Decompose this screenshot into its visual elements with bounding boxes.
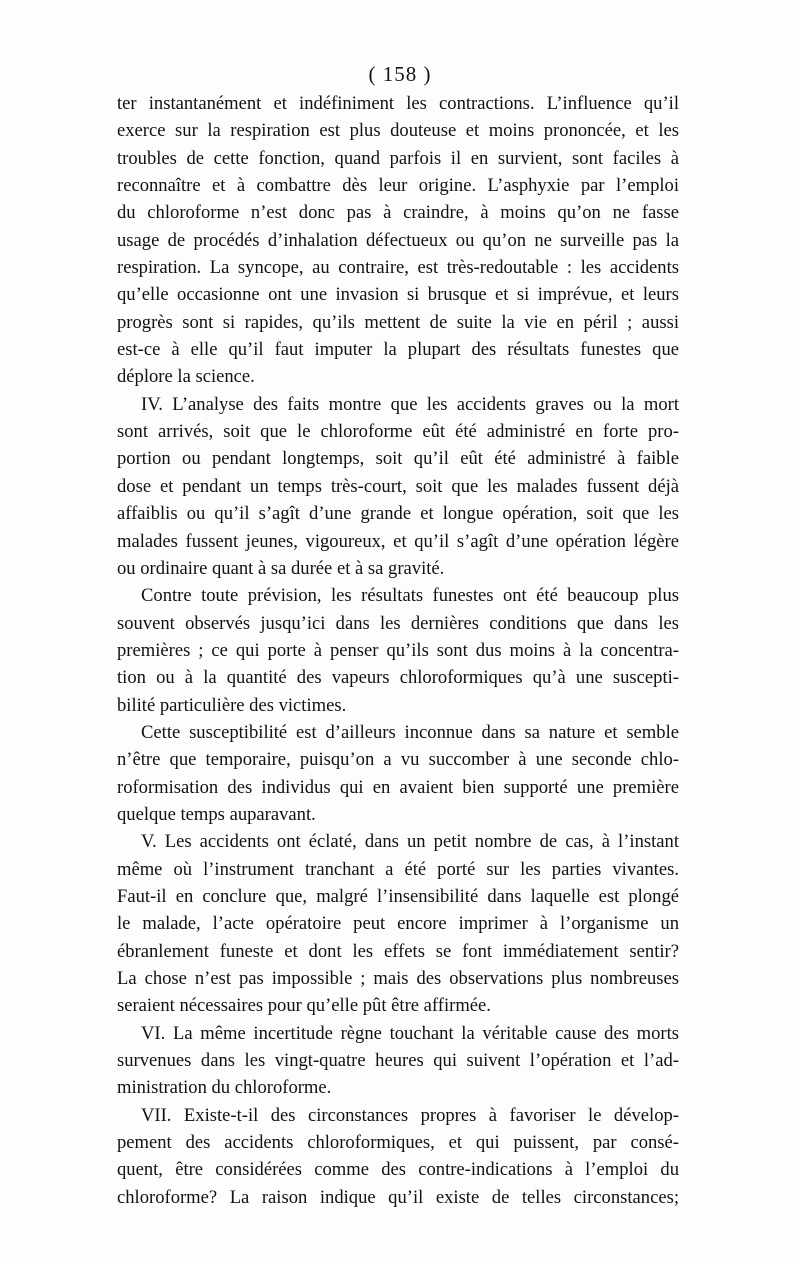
text-line: tion ou à la quantité des vapeurs chloroformiques qu’à une suscepti-	[117, 667, 679, 689]
text-line: IV. L’analyse des faits montre que les accidents graves ou la mort	[141, 393, 679, 415]
text-line: premières ; ce qui porte à penser qu’ils sont dus moins à la concentra-	[117, 639, 679, 661]
text-line: Cette susceptibilité est d’ailleurs inconnue dans sa nature et semble	[141, 721, 679, 743]
text-line: exerce sur la respiration est plus douteuse et moins prononcée, et les	[117, 120, 679, 142]
text-line: reconnaître et à combattre dès leur origine. L’asphyxie par l’emploi	[117, 175, 679, 197]
text-line: ou ordinaire quant à sa durée et à sa gravité.	[117, 557, 445, 579]
text-line: V. Les accidents ont éclaté, dans un petit nombre de cas, à l’instant	[141, 831, 679, 853]
page-number: ( 158 )	[368, 62, 432, 86]
text-line: ébranlement funeste et dont les effets se font immédiatement sentir?	[117, 940, 679, 962]
text-line: déplore la science.	[117, 366, 255, 388]
text-line: ter instantanément et indéfiniment les contractions. L’influence qu’il	[117, 93, 679, 114]
text-line: survenues dans les vingt-quatre heures qui suivent l’opération et l’ad-	[117, 1050, 679, 1072]
text-line: chloroforme? La raison indique qu’il existe de telles circonstances;	[117, 1186, 679, 1208]
text-line: VI. La même incertitude règne touchant la véritable cause des morts	[141, 1022, 679, 1044]
paragraph	[117, 1020, 679, 1102]
text-line: bilité particulière des victimes.	[117, 694, 347, 716]
paragraph	[117, 828, 679, 1019]
text-line: même où l’instrument tranchant a été porté sur les parties vivantes.	[117, 858, 679, 880]
text-line: qu’elle occasionne ont une invasion si brusque et si imprévue, et leurs	[117, 284, 679, 306]
text-line: affaiblis ou qu’il s’agît d’une grande et longue opération, soit que les	[117, 503, 679, 525]
text-line: respiration. La syncope, au contraire, est très-redoutable : les accidents	[117, 257, 679, 279]
text-line: roformisation des individus qui en avaient bien supporté une première	[117, 776, 679, 798]
text-line: VII. Existe-t-il des circonstances propres à favoriser le dévelop-	[141, 1104, 679, 1126]
text-line: dose et pendant un temps très-court, soit que les malades fussent déjà	[117, 475, 679, 497]
paragraph	[117, 90, 679, 391]
text-line: seraient nécessaires pour qu’elle pût être affirmée.	[117, 995, 491, 1017]
paragraph	[117, 1102, 679, 1211]
text-line: progrès sont si rapides, qu’ils mettent de suite la vie en péril ; aussi	[117, 311, 679, 333]
text-line: pement des accidents chloroformiques, et qui puissent, par consé-	[117, 1132, 679, 1154]
body-text	[117, 90, 679, 1211]
text-line: portion ou pendant longtemps, soit qu’il eût été administré à faible	[117, 448, 679, 470]
text-line: du chloroforme n’est donc pas à craindre, à moins qu’on ne fasse	[117, 202, 679, 224]
text-line: Faut-il en conclure que, malgré l’insensibilité dans laquelle est plongé	[117, 885, 679, 907]
text-line: est-ce à elle qu’il faut imputer la plupart des résultats funestes que	[117, 339, 679, 361]
paragraph	[117, 719, 679, 828]
text-line: ministration du chloroforme.	[117, 1077, 332, 1099]
paragraph	[117, 582, 679, 719]
text-line: malades fussent jeunes, vigoureux, et qu’il s’agît d’une opération légère	[117, 530, 679, 552]
text-line: sont arrivés, soit que le chloroforme eût été administré en forte pro-	[117, 421, 679, 443]
text-line: quent, être considérées comme des contre-indications à l’emploi du	[117, 1159, 679, 1181]
paragraph	[117, 391, 679, 582]
text-line: usage de procédés d’inhalation défectueux ou qu’on ne surveille pas la	[117, 229, 679, 251]
text-line: La chose n’est pas impossible ; mais des observations plus nombreuses	[117, 968, 679, 989]
text-line: le malade, l’acte opératoire peut encore imprimer à l’organisme un	[117, 913, 679, 935]
text-line: Contre toute prévision, les résultats funestes ont été beaucoup plus	[141, 585, 679, 607]
text-line: quelque temps auparavant.	[117, 803, 316, 825]
text-line: troubles de cette fonction, quand parfois il en survient, sont faciles à	[117, 147, 679, 169]
text-line: souvent observés jusqu’ici dans les dernières conditions que dans les	[117, 612, 679, 634]
text-line: n’être que temporaire, puisqu’on a vu succomber à une seconde chlo-	[117, 749, 679, 771]
